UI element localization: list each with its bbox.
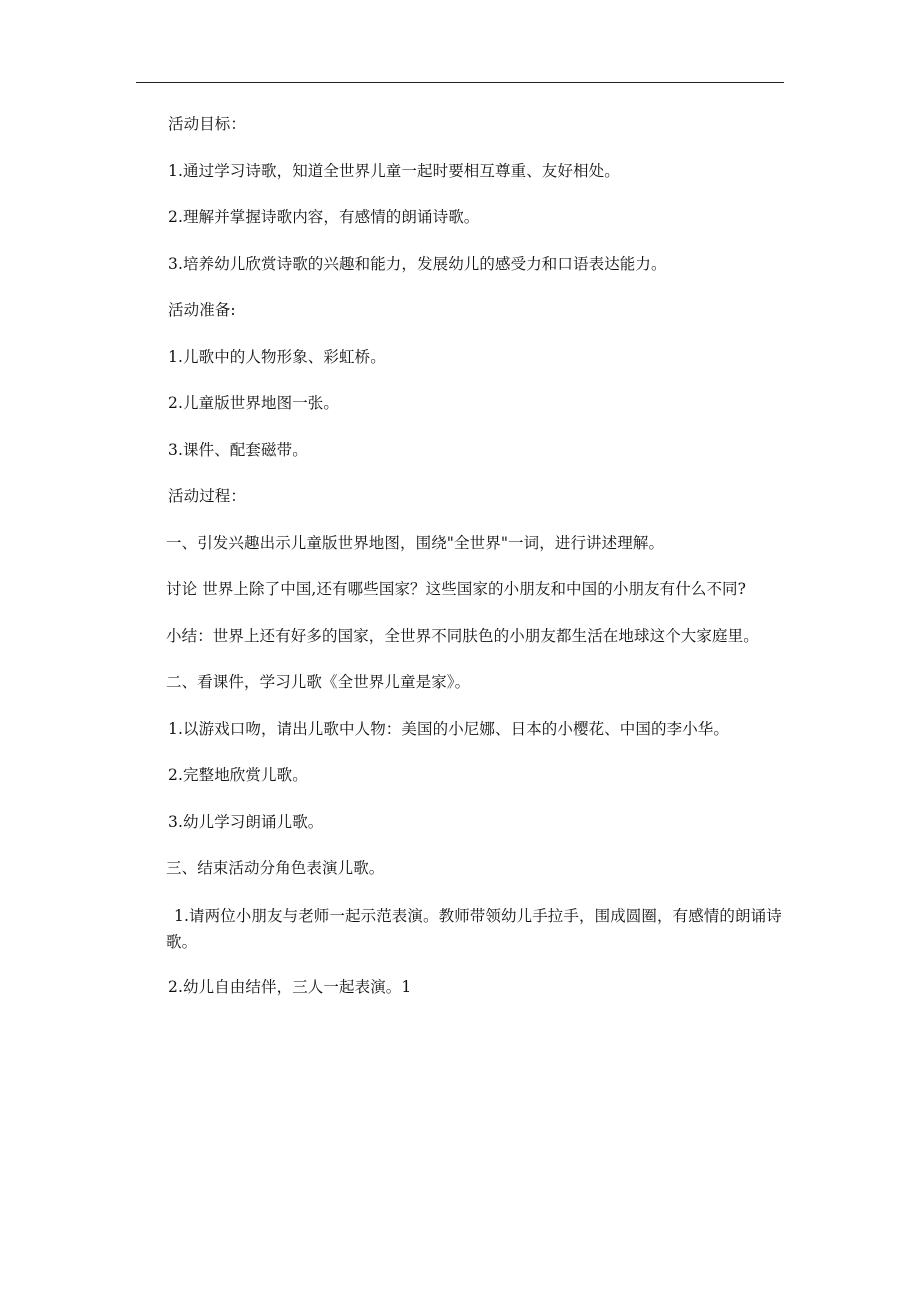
- step2-item-1: 1.以游戏口吻，请出儿歌中人物：美国的小尼娜、日本的小樱花、中国的李小华。: [168, 719, 729, 738]
- goal-item-3: 3.培养幼儿欣赏诗歌的兴趣和能力，发展幼儿的感受力和口语表达能力。: [168, 254, 667, 273]
- step2-item-3: 3.幼儿学习朗诵儿歌。: [168, 812, 324, 831]
- header-rule: [136, 82, 784, 83]
- discussion-paragraph: 讨论 世界上除了中国,还有哪些国家？这些国家的小朋友和中国的小朋友有什么不同?: [166, 580, 747, 598]
- prep-item-1: 1.儿歌中的人物形象、彩虹桥。: [168, 347, 386, 366]
- goal-item-2: 2.理解并掌握诗歌内容，有感情的朗诵诗歌。: [168, 208, 480, 226]
- summary-paragraph: 小结：世界上还有好多的国家，全世界不同肤色的小朋友都生活在地球这个大家庭里。: [166, 626, 759, 645]
- process-step-2: 二、看课件，学习儿歌《全世界儿童是家》。: [166, 673, 471, 691]
- step3-item-2: 2.幼儿自由结伴，三人一起表演。1: [168, 977, 412, 996]
- section-heading-process: 活动过程：: [168, 487, 247, 505]
- process-step-3: 三、结束活动分角色表演儿歌。: [166, 859, 385, 877]
- document-body: [168, 112, 786, 1021]
- prep-item-3: 3.课件、配套磁带。: [168, 440, 308, 459]
- section-heading-goals: 活动目标：: [168, 115, 247, 133]
- process-step-1: 一、引发兴趣出示儿童版世界地图，围绕"全世界"一词，进行讲述理解。: [166, 533, 665, 552]
- section-heading-preparation: 活动准备:: [168, 301, 236, 319]
- goal-item-1: 1.通过学习诗歌，知道全世界儿童一起时要相互尊重、友好相处。: [168, 161, 620, 180]
- step2-item-2: 2.完整地欣赏儿歌。: [168, 766, 308, 784]
- prep-item-2: 2.儿童版世界地图一张。: [168, 394, 339, 412]
- step3-item-1: 1.请两位小朋友与老师一起示范表演。教师带领幼儿手拉手，围成圆圈，有感情的朗诵诗歌。: [166, 906, 782, 951]
